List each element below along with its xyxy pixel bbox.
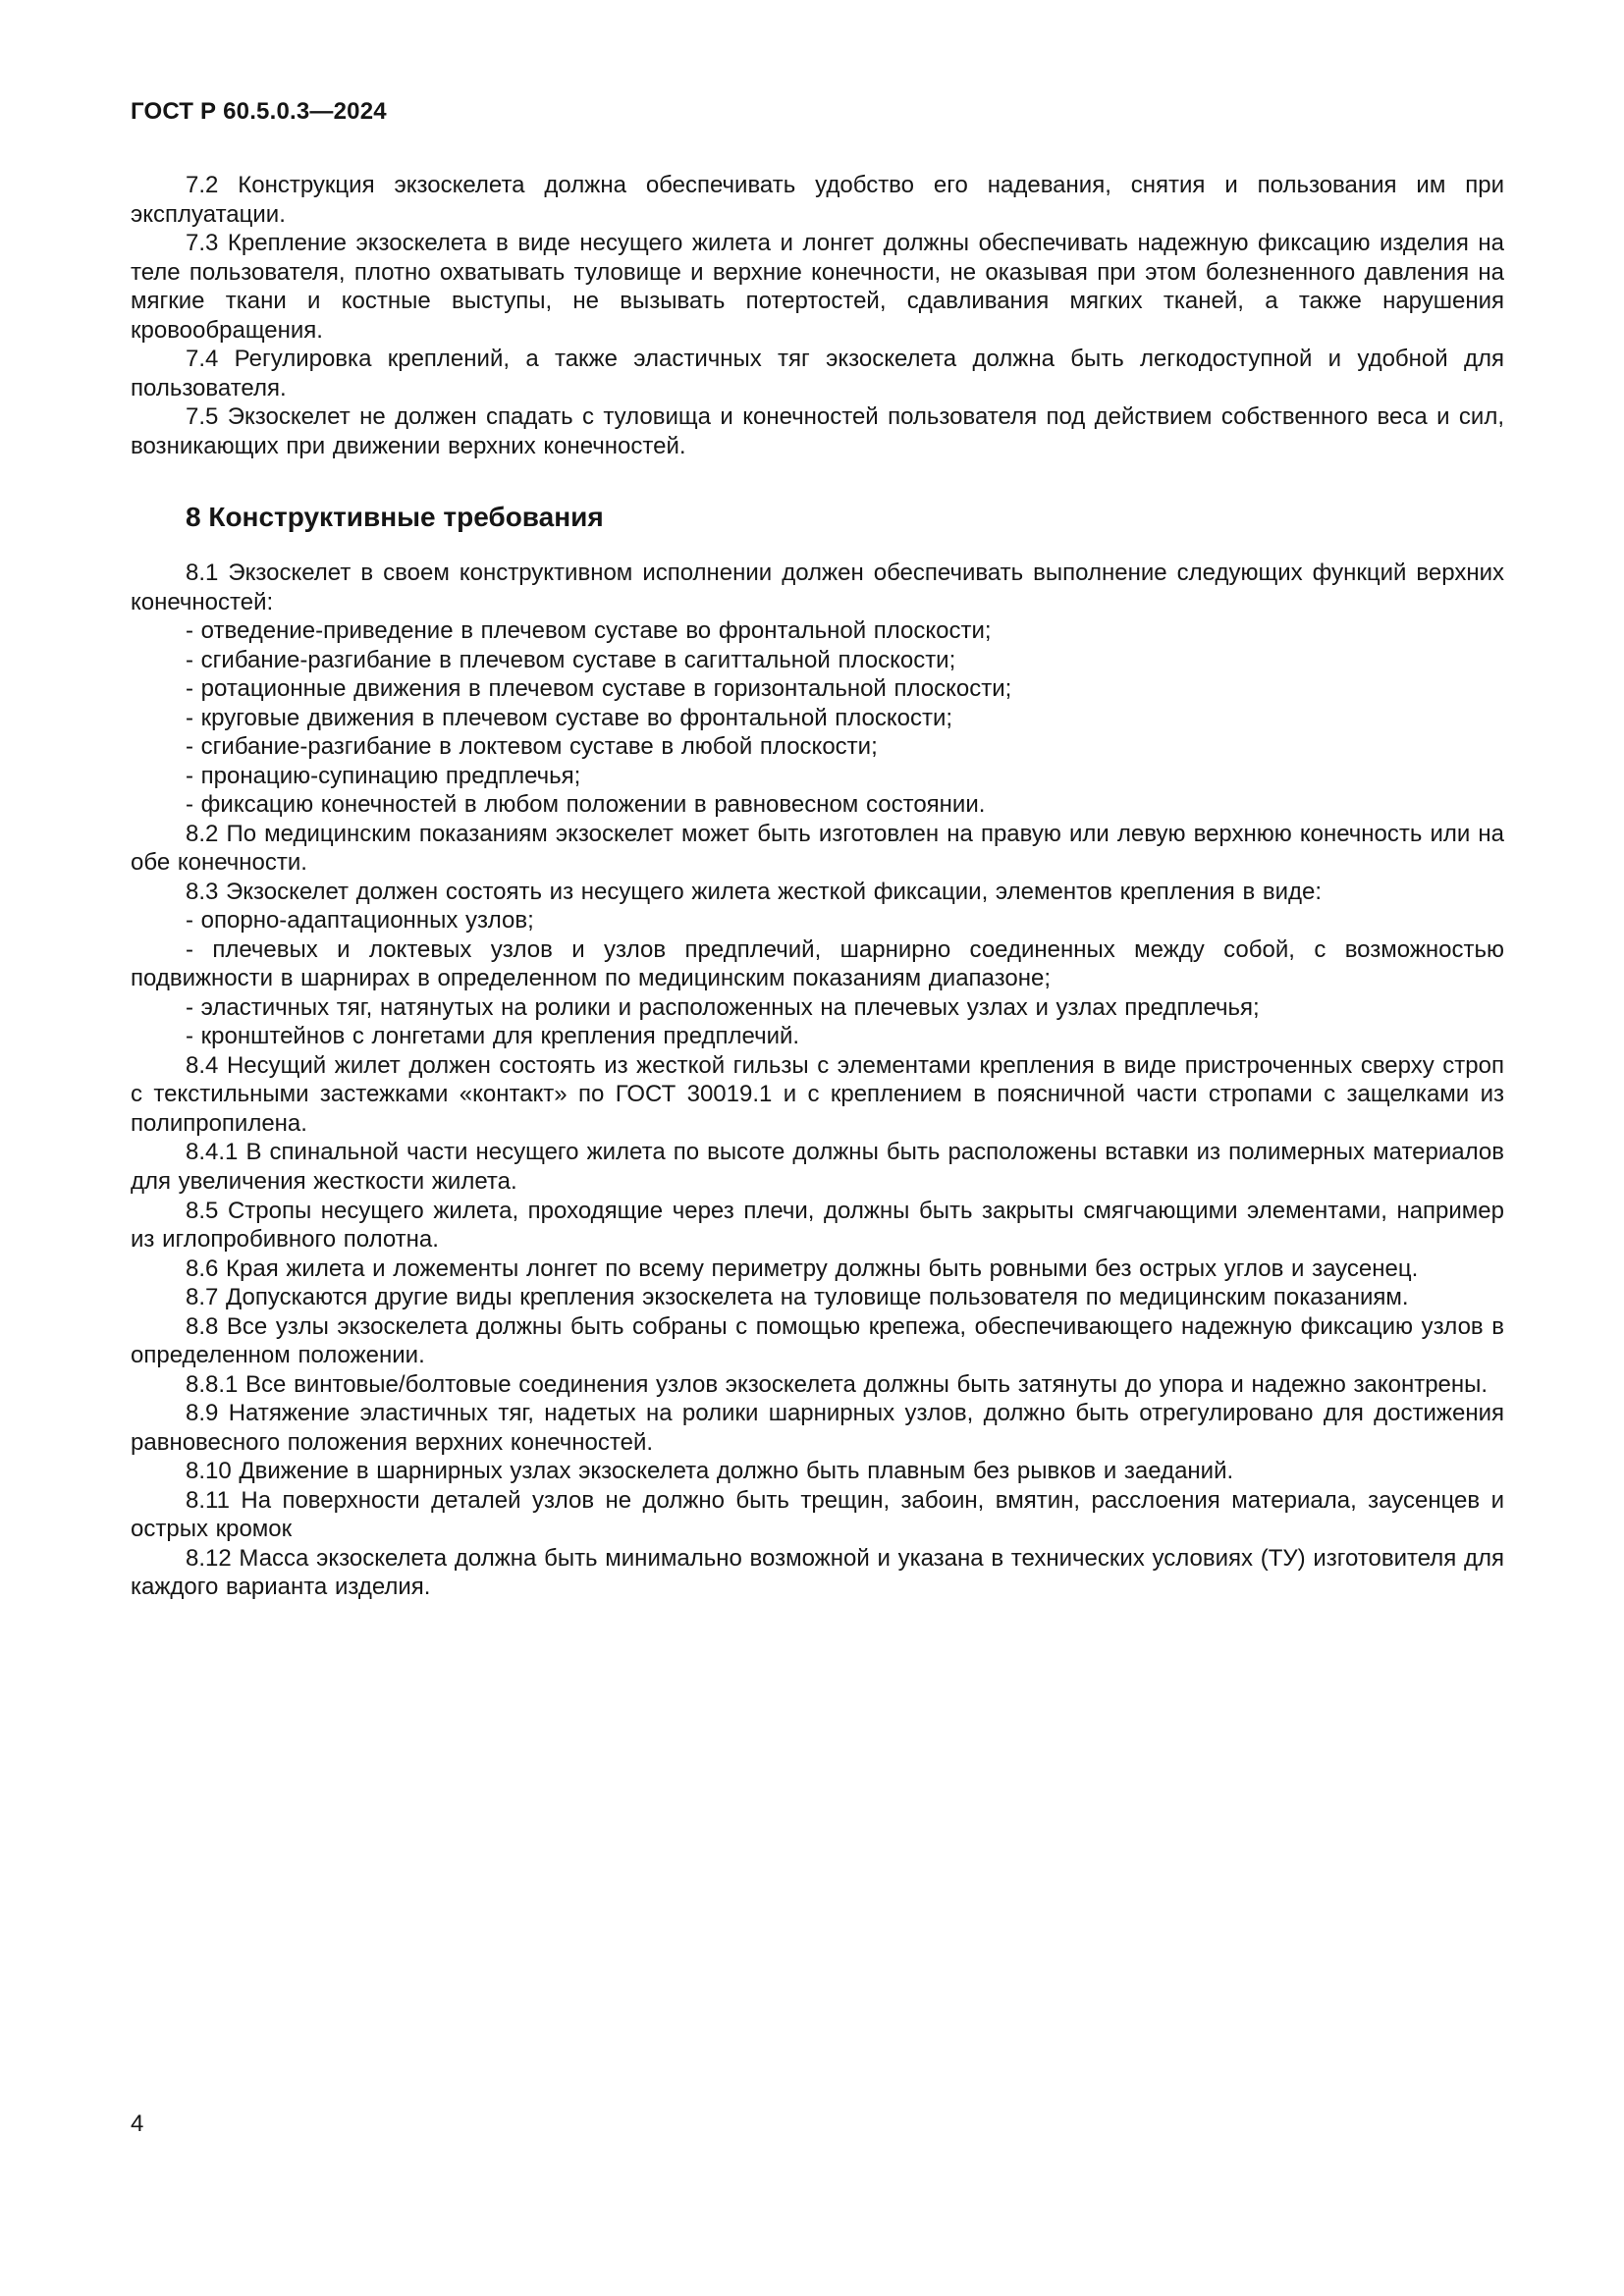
paragraph: - эластичных тяг, натянутых на ролики и расположенных на плечевых узлах и узлах предплечья; bbox=[186, 993, 1260, 1021]
paragraph: 8.10 Движение в шарнирных узлах экзоскелета должно быть плавным без рывков и заеданий. bbox=[186, 1458, 1234, 1485]
paragraph: - ротационные движения в плечевом суставе в горизонтальной плоскости; bbox=[186, 675, 1012, 703]
paragraph: - сгибание-разгибание в локтевом суставе в любой плоскости; bbox=[186, 733, 878, 761]
paragraph: 8.5 Стропы несущего жилета, проходящие через плечи, должны быть закрыты смягчающими элементами, например из иглопробивного полотна. bbox=[131, 1197, 1504, 1254]
paragraph: 8.4.1 В спинальной части несущего жилета по высоте должны быть расположены вставки из полимерных материалов для увеличения жесткости жилета. bbox=[131, 1139, 1504, 1195]
paragraph: 7.3 Крепление экзоскелета в виде несущего жилета и лонгет должны обеспечивать надежную фиксацию изделия на теле пользователя, плотно охватывать туловище и верхние конечности, не оказывая при этом болезненного давления на мягкие ткани и костные выступы, не вызывать потертостей, сдавливания мягких тканей, а также нарушения кровообращения. bbox=[131, 230, 1504, 344]
paragraph: 8.8 Все узлы экзоскелета должны быть собраны с помощью крепежа, обеспечивающего надежную фиксацию узлов в определенном положении. bbox=[131, 1312, 1504, 1369]
section-heading: 8 Конструктивные требования bbox=[186, 502, 604, 533]
paragraph: 8.11 На поверхности деталей узлов не должно быть трещин, забоин, вмятин, расслоения материала, заусенцев и острых кромок bbox=[131, 1486, 1504, 1543]
page-number: 4 bbox=[131, 2110, 144, 2137]
content bbox=[131, 171, 1504, 1602]
paragraph: - фиксацию конечностей в любом положении в равновесном состоянии. bbox=[186, 791, 986, 819]
paragraph: 8.6 Края жилета и ложементы лонгет по всему периметру должны быть ровными без острых углов и заусенец. bbox=[186, 1255, 1419, 1282]
paragraph: - плечевых и локтевых узлов и узлов предплечий, шарнирно соединенных между собой, с возможностью подвижности в шарнирах в определенном по медицинским показаниям диапазоне; bbox=[131, 935, 1504, 992]
paragraph: 8.4 Несущий жилет должен состоять из жесткой гильзы с элементами крепления в виде пристроченных сверху строп с текстильными застежками «контакт» по ГОСТ 30019.1 и с креплением в поясничной части стропами с защелками из полипропилена. bbox=[131, 1051, 1504, 1137]
paragraph: - отведение-приведение в плечевом суставе во фронтальной плоскости; bbox=[186, 617, 992, 645]
paragraph: 8.2 По медицинским показаниям экзоскелет может быть изготовлен на правую или левую верхнюю конечность или на обе конечности. bbox=[131, 820, 1504, 877]
paragraph: 7.5 Экзоскелет не должен спадать с туловища и конечностей пользователя под действием собственного веса и сил, возникающих при движении верхних конечностей. bbox=[131, 403, 1504, 459]
paragraph: 8.8.1 Все винтовые/болтовые соединения узлов экзоскелета должны быть затянуты до упора и надежно законтрены. bbox=[186, 1370, 1489, 1398]
paragraph: - пронацию-супинацию предплечья; bbox=[186, 762, 581, 789]
paragraph: - опорно-адаптационных узлов; bbox=[186, 907, 534, 934]
paragraph: - сгибание-разгибание в плечевом суставе в сагиттальной плоскости; bbox=[186, 646, 956, 673]
paragraph: - круговые движения в плечевом суставе во фронтальной плоскости; bbox=[186, 704, 953, 731]
document-header: ГОСТ Р 60.5.0.3—2024 bbox=[131, 98, 387, 125]
paragraph: 8.12 Масса экзоскелета должна быть минимально возможной и указана в технических условиях (ТУ) изготовителя для каждого варианта изделия. bbox=[131, 1544, 1504, 1601]
paragraph: 7.4 Регулировка креплений, а также эластичных тяг экзоскелета должна быть легкодоступной и удобной для пользователя. bbox=[131, 346, 1504, 401]
paragraph: 8.7 Допускаются другие виды крепления экзоскелета на туловище пользователя по медицинским показаниям. bbox=[186, 1284, 1409, 1311]
paragraph: 8.9 Натяжение эластичных тяг, надетых на ролики шарнирных узлов, должно быть отрегулировано для достижения равновесного положения верхних конечностей. bbox=[131, 1400, 1504, 1456]
paragraph: 8.1 Экзоскелет в своем конструктивном исполнении должен обеспечивать выполнение следующих функций верхних конечностей: bbox=[131, 560, 1504, 615]
paragraph: 8.3 Экзоскелет должен состоять из несущего жилета жесткой фиксации, элементов крепления в виде: bbox=[186, 878, 1323, 905]
paragraph: - кронштейнов с лонгетами для крепления предплечий. bbox=[186, 1023, 800, 1050]
paragraph: 7.2 Конструкция экзоскелета должна обеспечивать удобство его надевания, снятия и пользования им при эксплуатации. bbox=[131, 172, 1504, 228]
